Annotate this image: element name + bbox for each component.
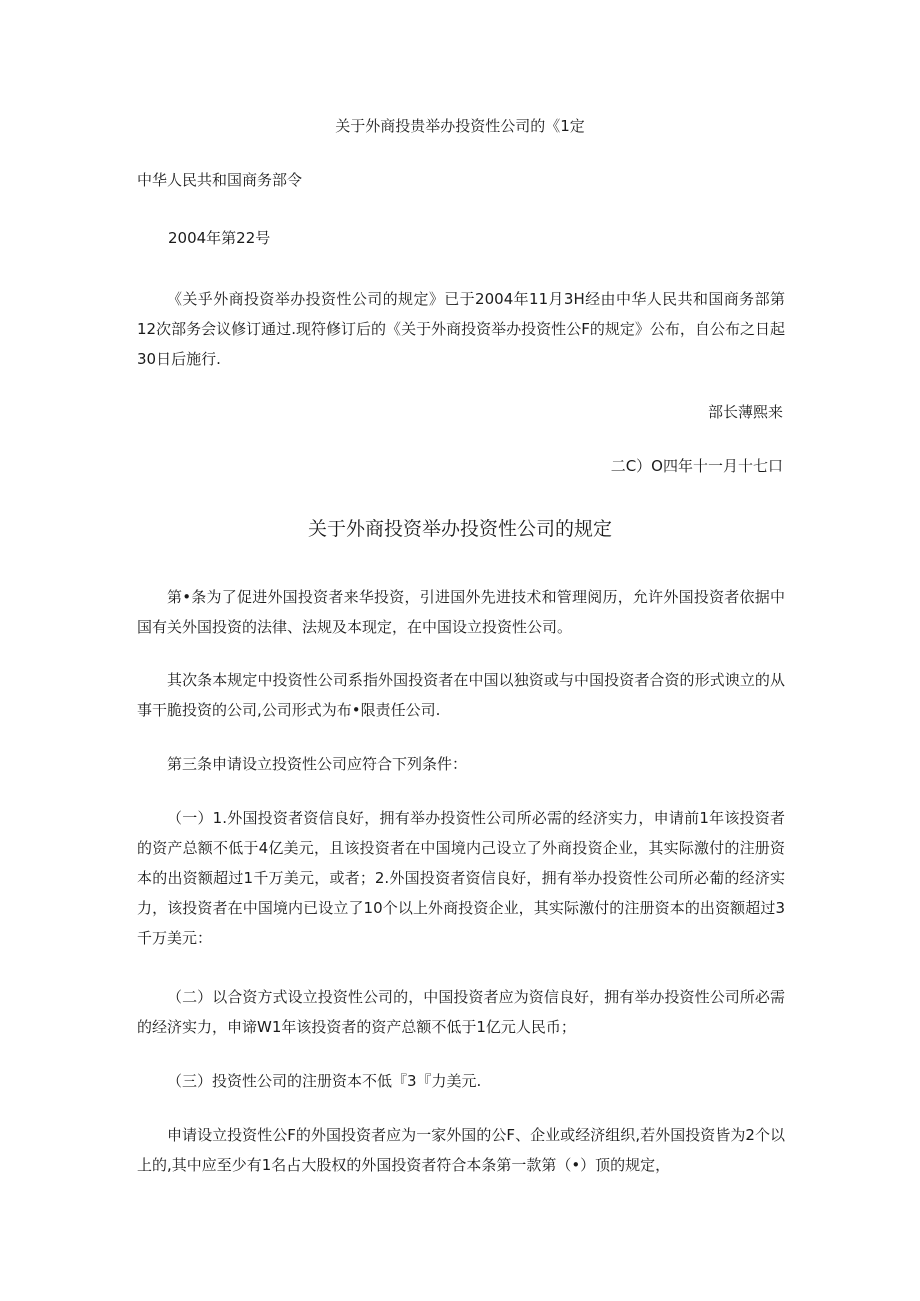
article-3-item-1: （一）1.外国投资者资信良好，拥有举办投资性公司所必需的经济实力，申请前1年该投资者的资产总额不低于4亿美元，且该投资者在中国境内己设立了外商投资企业，其实际激付的注册资本的出资额超过1千万美元，或者；2.外国投资者资信良好，拥有举办投资性公司所必葡的经济实力，该投资者在中国境内已设立了10个以上外商投资企业，其实际激付的注册资本的出资额超过3千万美元： bbox=[137, 809, 785, 947]
article-2: 其次条本规定中投资性公司系指外国投资者在中国以独资或与中国投资者合资的形式谀立的从事干脆投资的公司,公司形式为布•限责任公司. bbox=[137, 671, 785, 719]
signatory: 部长薄熙来 bbox=[707, 403, 783, 421]
regulation-title: 关于外商投资举办投资性公司的规定 bbox=[307, 518, 612, 540]
article-3-paragraph-2: 申请设立投资性公F的外国投资者应为一家外国的公F、企业或经济组织,若外国投资皆为2个以上的,其中应至少有1名占大股权的外国投资者符合本条第一款第（•）顶的规定， bbox=[137, 1126, 785, 1174]
document-top-title: 关于外商投贵举办投资性公司的《1定 bbox=[335, 117, 585, 135]
order-number: 2004年第22号 bbox=[168, 229, 271, 247]
preamble-paragraph: 《关乎外商投资举办投资性公司的规定》已于2004年11月3H经由中华人民共和国商务部第12次部务会议修订通过.现符修订后的《关于外商投资举办投资性公F的规定》公布，自公布之日起30日后施行. bbox=[137, 290, 785, 368]
article-3-item-2: （二）以合资方式设立投资性公司的，中国投资者应为资信良好，拥有举办投资性公司所必需的经济实力，申谛W1年该投资者的资产总额不低于1亿元人民币； bbox=[137, 988, 785, 1036]
signed-date: 二C）O四年十一月十七口 bbox=[610, 457, 783, 475]
issuer-line: 中华人民共和国商务部令 bbox=[137, 171, 303, 189]
article-3-item-3: （三）投资性公司的注册资本不低『3『力美元. bbox=[167, 1072, 482, 1090]
article-1: 第•条为了促进外国投资者来华投资，引进国外先进技术和管理阅历，允许外国投资者依据中国有关外国投资的法律、法规及本现定，在中国设立投资性公司。 bbox=[137, 588, 785, 636]
article-3: 第三条申请设立投资性公司应符合下列条件： bbox=[167, 755, 468, 773]
